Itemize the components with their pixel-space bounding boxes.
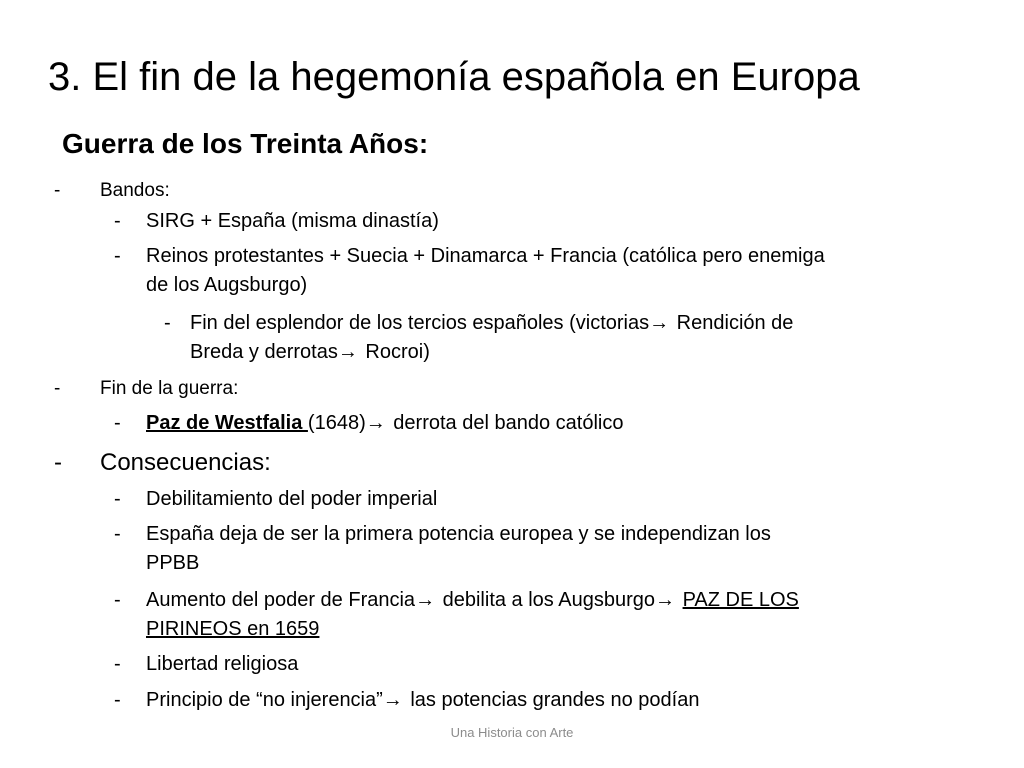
section-heading: Guerra de los Treinta Años:	[62, 128, 429, 159]
bullet-dash: -	[114, 488, 121, 510]
bandos-label: Bandos:	[100, 180, 170, 201]
arrow-right-icon: →	[365, 412, 386, 434]
list-item-francia-cont	[146, 615, 319, 644]
list-item-espana-cont	[146, 549, 199, 578]
consecuencia-1: Debilitamiento del poder imperial	[146, 488, 438, 510]
consecuencia-5-b: las potencias grandes no podían	[404, 689, 700, 711]
list-item-tercios-cont	[190, 338, 430, 367]
list-item-debilitamiento	[114, 485, 438, 514]
consecuencia-4: Libertad religiosa	[146, 653, 299, 675]
paz-westfalia-link[interactable]: Paz de Westfalia	[146, 412, 308, 434]
list-item-tercios	[164, 309, 794, 338]
bullet-dash: -	[114, 210, 121, 232]
bullet-dash: -	[114, 245, 121, 267]
list-item-francia	[114, 586, 799, 615]
arrow-right-icon: →	[655, 589, 675, 611]
bullet-dash: -	[54, 378, 61, 399]
list-item-sirg	[114, 207, 439, 236]
list-item-consecuencias	[54, 446, 271, 480]
list-item-reinos	[114, 242, 825, 271]
slide-footer: Una Historia con Arte	[450, 725, 574, 740]
paz-result: derrota del bando católico	[387, 412, 624, 434]
slide-title: 3. El fin de la hegemonía española en Europa	[48, 55, 860, 99]
consecuencia-3-a: Aumento del poder de Francia	[146, 589, 416, 611]
consecuencia-2-line-1: España deja de ser la primera potencia europea y se independizan los	[146, 523, 771, 545]
arrow-right-icon: →	[382, 689, 403, 711]
list-item-espana	[114, 520, 771, 549]
bandos-item-2-line-1: Reinos protestantes + Suecia + Dinamarca + Francia (católica pero enemiga	[146, 245, 825, 267]
bullet-dash: -	[114, 689, 121, 711]
arrow-right-icon: →	[337, 341, 358, 363]
tercios-line-2a: Breda y derrotas	[190, 341, 338, 363]
bullet-dash: -	[54, 180, 61, 201]
list-item-injerencia	[114, 686, 700, 715]
consecuencias-label: Consecuencias:	[100, 449, 271, 476]
bullet-dash: -	[114, 412, 121, 434]
bullet-dash: -	[54, 449, 62, 476]
list-item-reinos-cont	[146, 271, 307, 300]
bullet-dash: -	[164, 312, 171, 334]
consecuencia-2-line-2: PPBB	[146, 552, 200, 574]
consecuencia-5-a: Principio de “no injerencia”	[146, 689, 383, 711]
paz-year: (1648)	[307, 412, 366, 434]
bullet-dash: -	[114, 523, 121, 545]
consecuencia-3-b: debilita a los Augsburgo	[437, 589, 655, 611]
arrow-right-icon: →	[415, 589, 436, 611]
arrow-right-icon: →	[649, 312, 670, 334]
fin-label: Fin de la guerra:	[100, 378, 239, 399]
tercios-line-1a: Fin del esplendor de los tercios españoles (victorias	[190, 312, 650, 334]
list-item-fin	[54, 374, 239, 403]
list-item-bandos	[54, 176, 170, 205]
tercios-line-2b: Rocroi)	[359, 341, 430, 363]
bullet-dash: -	[114, 653, 121, 675]
bandos-item-1: SIRG + España (misma dinastía)	[146, 210, 439, 232]
tercios-line-1b: Rendición de	[671, 312, 794, 334]
paz-pirineos-link[interactable]: PAZ DE LOS	[682, 589, 799, 611]
paz-pirineos-link-cont[interactable]: PIRINEOS en 1659	[146, 618, 320, 640]
list-item-paz-westfalia	[114, 409, 624, 438]
bandos-item-2-line-2: de los Augsburgo)	[146, 274, 308, 296]
bullet-dash: -	[114, 589, 121, 611]
list-item-libertad	[114, 650, 299, 679]
